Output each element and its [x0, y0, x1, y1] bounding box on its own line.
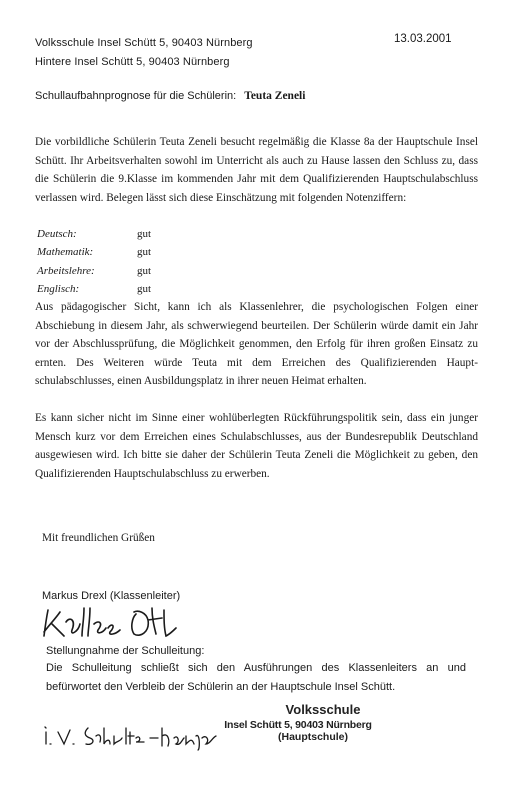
- sender-address-line-2: Hintere Insel Schütt 5, 90403 Nürnberg: [35, 56, 230, 68]
- statement-heading: Stellungnahme der Schulleitung:: [46, 645, 205, 657]
- subject-line: [35, 90, 305, 102]
- letter-date: 13.03.2001: [394, 33, 452, 45]
- stamp-line-3: (Hauptschule): [277, 731, 348, 743]
- stamp-line-2: Insel Schütt 5, 90403 Nürnberg: [224, 719, 372, 731]
- principal-signature: [40, 722, 225, 752]
- school-stamp: [213, 702, 383, 743]
- grade-value: gut: [137, 246, 152, 259]
- grade-subject: Arbeitslehre:: [37, 264, 95, 277]
- sender-address-line-1: Volksschule Insel Schütt 5, 90403 Nürnberg: [35, 37, 253, 49]
- signer-name: Markus Drexl (Klassenleiter): [42, 590, 181, 602]
- grade-subject: Mathematik:: [37, 246, 94, 259]
- student-name: Teuta Zeneli: [244, 90, 306, 102]
- paragraph-request: Es kann sicher nicht im Sinne einer wohlüberlegten Rückführungspolitik sein, dass ein junger Mensch kurz vor dem Erreichen eines Schulabschlusses, aus der Bundesrepublik Deutschland ausgewiesen wird. Ich bitte sie daher der Schülerin Teuta Zeneli die Möglichkeit zu geben, den Qualifizierenden Hauptschulabschluss zu erwerben.: [35, 412, 478, 480]
- grade-subject: Englisch:: [37, 282, 80, 295]
- closing-greeting: Mit freundlichen Grüßen: [42, 532, 155, 544]
- statement-text: Die Schulleitung schließt sich den Ausführungen des Klassenleiters an und befürwortet den Verbleib der Schülerin an der Hauptschule Insel Schütt.: [46, 662, 466, 693]
- stamp-line-1: Volksschule: [285, 702, 361, 717]
- teacher-signature: [40, 602, 190, 642]
- grade-value: gut: [137, 264, 152, 277]
- paragraph-assessment: Aus pädagogischer Sicht, kann ich als Klassenlehrer, die psychologischen Folgen einer Abschiebung in diesem Jahr, als schwerwiegend beurteilen. Der Schülerin würde damit ein Jahr vor der Abschlussprüfung, die Möglichkeit genommen, den Erfolg für ihren großen Einsatz zu ernten. Des Weiteren würde Teuta mit dem Erreichen des Qualifizierenden Haupt-schulabschlusses, einen Ausbildungsplatz in ihrer neuen Heimat erhalten.: [35, 301, 478, 388]
- grade-subject: Deutsch:: [37, 228, 77, 240]
- subject-label: Schullaufbahnprognose für die Schülerin:: [35, 90, 237, 102]
- grade-value: gut: [137, 228, 152, 240]
- grade-value: gut: [137, 282, 152, 295]
- paragraph-intro: Die vorbildliche Schülerin Teuta Zeneli besucht regelmäßig die Klasse 8a der Hauptschule Insel Schütt. Ihr Arbeitsverhalten sowohl im Unterricht als auch zu Hause lassen den Schluss zu, dass die Schülerin die 9.Klasse im kommenden Jahr mit dem Qualifizierenden Hauptschulabschluss verlassen wird. Belegen lässt sich diese Einschätzung mit folgenden Notenziffern:: [35, 136, 478, 204]
